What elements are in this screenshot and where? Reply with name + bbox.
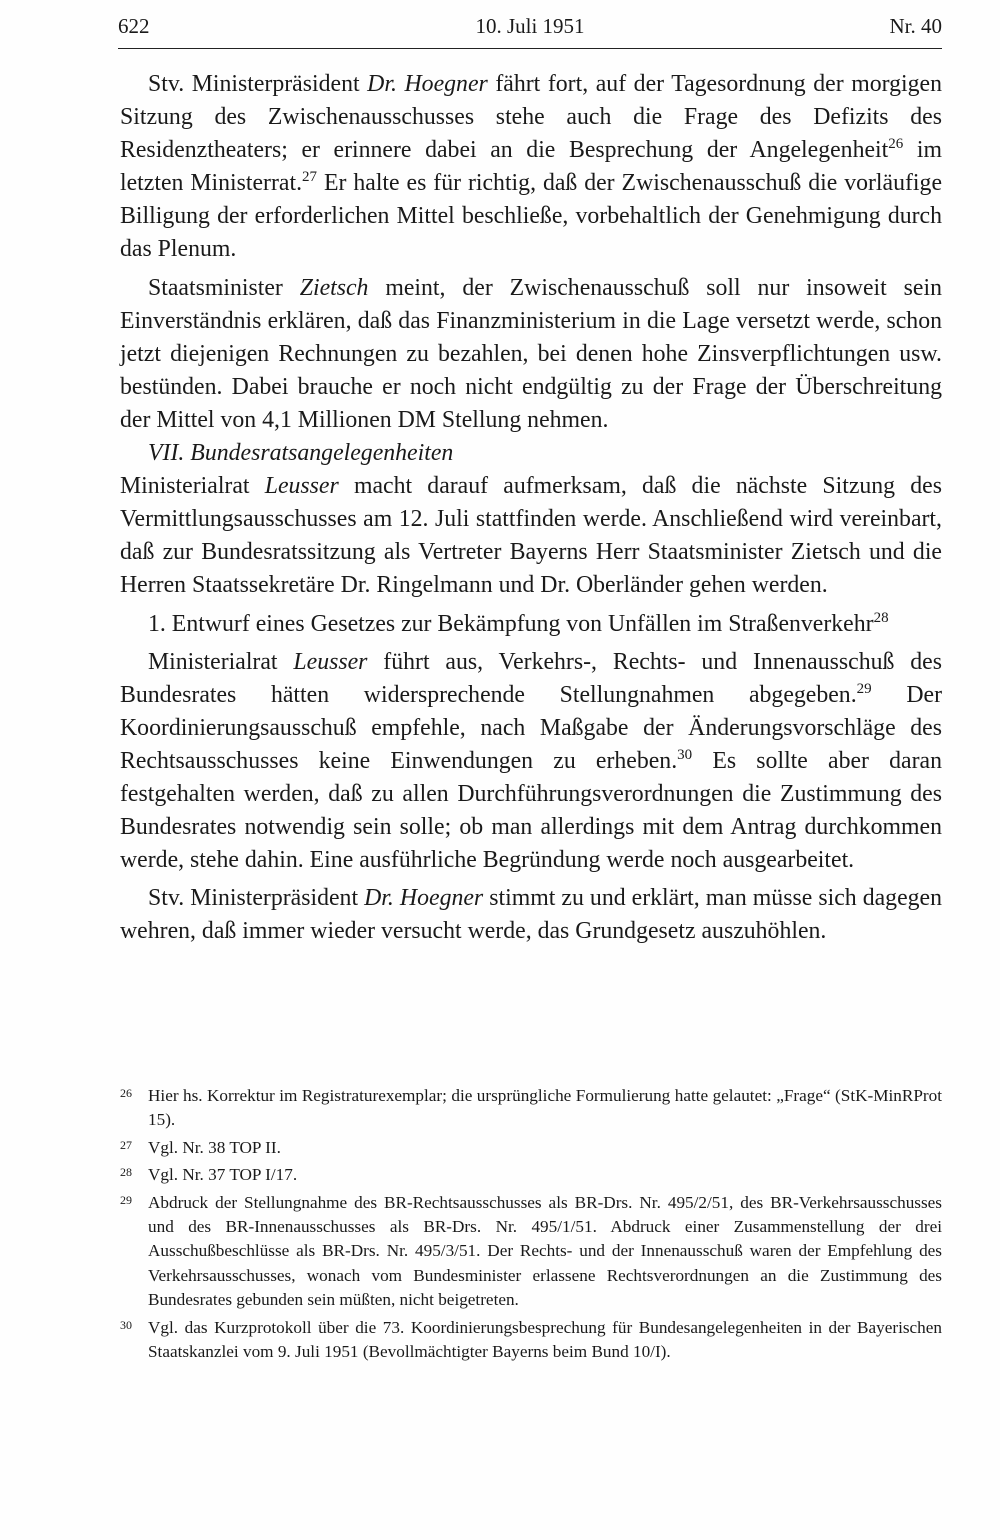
footnote xyxy=(120,1136,942,1160)
footnote-ref: 30 xyxy=(677,746,693,763)
speaker-name: Leusser xyxy=(293,648,368,675)
footnote xyxy=(120,1191,942,1313)
document-number: Nr. 40 xyxy=(889,14,942,38)
speaker-name: Dr. Hoegner xyxy=(367,71,488,97)
paragraph-hoegner-grundgesetz: Stv. Ministerpräsident Dr. Hoegner stimmt zu und erklärt, man müsse sich dagegen wehren, daß immer wieder versucht werde, das Grundgesetz auszuhöhlen. xyxy=(120,885,942,945)
page-number: 622 xyxy=(118,14,150,38)
speaker-name: Leusser xyxy=(264,473,339,500)
footnote xyxy=(120,1316,942,1365)
footnote-number: 28 xyxy=(120,1165,132,1180)
paragraph-leusser-stellungnahme: Ministerialrat Leusser führt aus, Verkehrs-, Rechts- und Innenausschuß des Bundesrates hätten widersprechende Stellungnahmen abgegeben.$^{29}$ Der Koordinierungsausschuß empfehle, nach Maßgabe der Änderungsvorschläge des Rechtsausschusses keine Einwendungen zu erheben.$^{30}$ Es sollte aber daran festgehalten werden, daß zu allen Durchführungsverordnungen die Zustimmung des Bundesrates notwendig sein solle; ob man allerdings mit dem Antrag durchkommen werde, stehe dahin. Eine ausführliche Begründung werde noch ausgearbeitet. xyxy=(120,648,943,874)
footnote-text: Vgl. das Kurzprotokoll über die 73. Koordinierungsbesprechung für Bundesangelegenheiten in der Bayerischen Staatskanzlei vom 9. Juli 1951 (Bevollmächtigter Bayerns beim Bund 10/I). xyxy=(148,1317,942,1362)
footnote-number: 29 xyxy=(120,1192,132,1207)
footnote-text: Hier hs. Korrektur im Registraturexemplar; die ursprüngliche Formulierung hatte gelautet: „Frage“ (StK-MinRProt 15). xyxy=(148,1086,942,1130)
footnote-ref: 26 xyxy=(888,136,904,153)
header-date: 10. Juli 1951 xyxy=(475,14,585,38)
footnote-text: Vgl. Nr. 37 TOP I/17. xyxy=(148,1165,298,1185)
paragraph-leusser-vermittlung: Ministerialrat Leusser macht darauf aufmerksam, daß die nächste Sitzung des Vermittlungsausschusses am 12. Juli stattfinden werde. Anschließend wird vereinbart, daß zur Bundesratssitzung als Vertreter Bayerns Herr Staatsminister Zietsch und die Herren Staatssekretäre Dr. Ringelmann und Dr. Oberländer gehen werden. xyxy=(120,473,942,599)
speaker-name: Zietsch xyxy=(299,274,369,301)
agenda-item: 1. Entwurf eines Gesetzes zur Bekämpfung von Unfällen im Straßenverkehr$^{28}$ xyxy=(148,609,889,637)
footnote-number: 30 xyxy=(120,1317,132,1332)
footnote xyxy=(120,1163,942,1187)
main-text xyxy=(120,68,942,948)
footnote-text: Abdruck der Stellungnahme des BR-Rechtsausschusses als BR-Drs. Nr. 495/2/51, des BR-Verkehrsausschusses und des BR-Innenausschusses als BR-Drs. Nr. 495/1/51. Abdruck einer Zusammenstellung der drei Ausschußbeschlüsse als BR-Drs. Nr. 495/3/51. Der Rechts- und der Innenausschuß waren der Empfehlung des Verkehrsausschusses, wonach vom Bundesminister erlassene Rechtsverordnungen an die Zustimmung des Bundesrates gebunden sein müßten, nicht beigetreten. xyxy=(148,1192,942,1310)
footnote-ref: 28 xyxy=(873,609,889,626)
running-header xyxy=(118,12,942,44)
footnote xyxy=(120,1084,942,1133)
paragraph-zietsch: Staatsminister Zietsch meint, der Zwischenausschuß soll nur insoweit sein Einverständnis erklären, daß das Finanzministerium in die Lage versetzt werde, schon jetzt diejenigen Rechnungen zu bezahlen, bei denen hohe Zinsverpflichtungen usw. bestünden. Dabei brauche er noch nicht endgültig zu der Frage der Überschreitung der Mittel von 4,1 Millionen DM Stellung nehmen. xyxy=(120,274,942,433)
footnote-number: 26 xyxy=(120,1086,132,1100)
footnotes xyxy=(120,1084,942,1367)
speaker-name: Dr. Hoegner xyxy=(364,885,484,912)
section-heading: VII. Bundesratsangelegenheiten xyxy=(148,440,454,467)
footnote-text: Vgl. Nr. 38 TOP II. xyxy=(148,1137,281,1157)
footnote-ref: 29 xyxy=(856,680,872,697)
paragraph-hoegner-deficit: Stv. Ministerpräsident Dr. Hoegner fährt fort, auf der Tagesordnung der morgigen Sitzung des Zwischenausschusses stehe auch die Frage des Defizits des Residenztheaters; er erinnere dabei an die Besprechung der Angelegenheit$^{26}$ im letzten Ministerrat.$^{27}$ Er halte es für richtig, daß der Zwischenausschuß die vorläufige Billigung der erforderlichen Mittel beschließe, vorbehaltlich der Genehmigung durch das Plenum. xyxy=(120,71,943,263)
footnote-number: 27 xyxy=(120,1137,132,1152)
footnote-ref: 27 xyxy=(302,169,318,186)
header-rule xyxy=(118,48,942,49)
